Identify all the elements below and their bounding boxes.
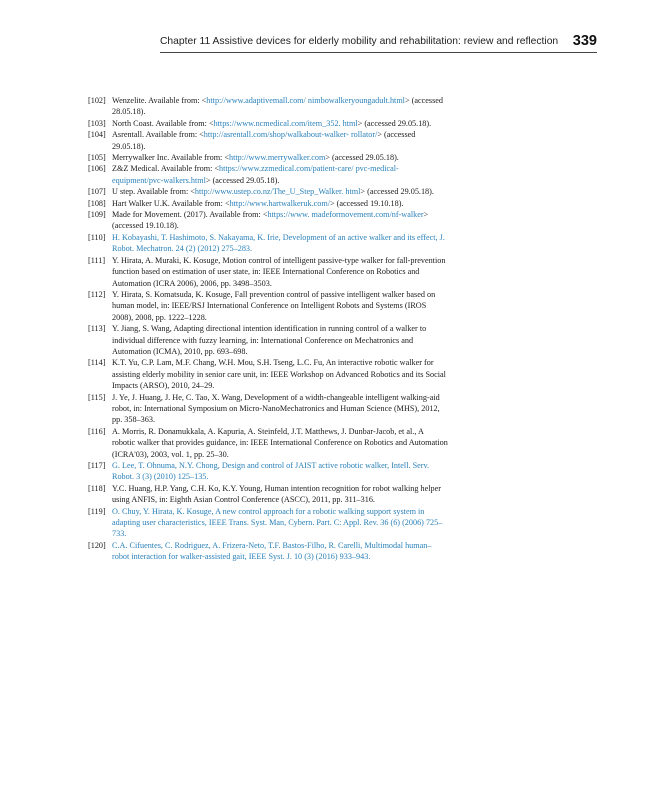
reference-number: [103] bbox=[88, 118, 106, 128]
reference-number: [109] bbox=[88, 210, 106, 220]
reference-item bbox=[88, 186, 448, 197]
reference-text[interactable]: C.A. Cifuentes, C. Rodriguez, A. Frizera-Neto, T.F. Bastos-Filho, R. Carelli, Multimodal human–robot interaction for walker-assisted gait, IEEE Syst. J. 10 (3) (2016) 933–943. bbox=[112, 540, 432, 562]
reference-item bbox=[88, 483, 448, 506]
reference-item bbox=[88, 426, 448, 460]
reference-text: > (accessed 28.05.18). bbox=[112, 96, 443, 117]
reference-number: [107] bbox=[88, 187, 106, 197]
reference-item bbox=[88, 95, 448, 118]
reference-text: J. Ye, J. Huang, J. He, C. Tao, X. Wang, Development of a width-changeable intelligent walking-aid robot, in: International Symposium on Micro-NanoMechatronics and Human Science (MHS), 2012, pp. 358–363. bbox=[112, 392, 440, 425]
reference-text: Y.C. Huang, H.P. Yang, C.H. Ko, K.Y. Young, Human intention recognition for robot walking helper using ANFIS, in: Eighth Asian Control Conference (ASCC), 2011, pp. 311–316. bbox=[112, 483, 442, 505]
reference-url-link[interactable]: http://asrentall.com/shop/walkabout-walker- rollator/ bbox=[203, 130, 378, 140]
reference-item bbox=[88, 198, 448, 209]
reference-item bbox=[88, 118, 448, 129]
reference-number: [114] bbox=[88, 358, 106, 368]
reference-list bbox=[88, 95, 448, 563]
running-header bbox=[160, 33, 597, 55]
reference-url-link[interactable]: http://www.adaptivemall.com/ nimbowalkeryoungadult.html bbox=[206, 96, 405, 105]
reference-item[interactable] bbox=[88, 540, 448, 563]
reference-number: [118] bbox=[88, 483, 106, 493]
reference-text[interactable]: G. Lee, T. Ohnuma, N.Y. Chong, Design and control of JAIST active robotic walker, Intell. Serv. Robot. 3 (3) (2010) 125–135. bbox=[112, 461, 430, 482]
reference-text: Y. Hirata, S. Komatsuda, K. Kosuge, Fall prevention control of passive intelligent walker based on human model, in: IEEE/RSJ International Conference on Intelligent Robots and Systems (IROS 2008), 2008, pp. 1222–1228. bbox=[112, 289, 436, 322]
reference-item bbox=[88, 323, 448, 357]
reference-number: [111] bbox=[88, 255, 106, 265]
reference-item bbox=[88, 357, 448, 391]
reference-item bbox=[88, 163, 448, 186]
reference-item bbox=[88, 392, 448, 426]
reference-text: Y. Jiang, S. Wang, Adapting directional intention identification in running control of a walker to individual difference with fuzzy learning, in: International Conference on Mechatronics and Automation (ICMA), 2010, pp. 693–698. bbox=[112, 324, 427, 356]
reference-item bbox=[88, 129, 448, 152]
reference-item[interactable] bbox=[88, 232, 448, 255]
reference-item bbox=[88, 255, 448, 289]
reference-text: > (accessed 19.10.18). bbox=[112, 210, 429, 231]
reference-item[interactable] bbox=[88, 506, 448, 540]
reference-text: Merrywalker Inc. Available from: < bbox=[112, 153, 229, 163]
reference-number: [112] bbox=[88, 289, 106, 299]
reference-url-link[interactable]: http://www.merrywalker.com bbox=[229, 153, 326, 163]
reference-number: [120] bbox=[88, 540, 106, 550]
chapter-title: Chapter 11 Assistive devices for elderly mobility and rehabilitation: review and reflection bbox=[160, 36, 559, 47]
reference-text: > (accessed 19.10.18). bbox=[330, 198, 404, 208]
reference-text: Asrentall. Available from: < bbox=[112, 130, 204, 140]
reference-url-link[interactable]: http://www.ustep.co.nz/The_U_Step_Walker. html bbox=[194, 187, 361, 197]
reference-text: Z&Z Medical. Available from: < bbox=[112, 164, 220, 174]
reference-text[interactable]: O. Chuy, Y. Hirata, K. Kosuge, A new control approach for a robotic walking support system in adapting user characteristics, IEEE Trans. Syst. Man, Cybern. Part. C: Appl. Rev. 36 (6) (2006) 725–733. bbox=[112, 506, 443, 539]
reference-item bbox=[88, 209, 448, 232]
reference-number: [105] bbox=[88, 153, 106, 163]
reference-text: U step. Available from: < bbox=[112, 187, 195, 197]
reference-number: [117] bbox=[88, 461, 106, 470]
reference-text: Wenzelite. Available from: < bbox=[112, 96, 207, 105]
header-rule bbox=[160, 52, 597, 53]
reference-url-link[interactable]: https://www.ncmedical.com/item_352. html bbox=[213, 118, 358, 128]
reference-url-link[interactable]: https://www.zzmedical.com/patient-care/ pvc-medical-equipment/pvc-walkers.html bbox=[112, 164, 399, 185]
reference-number: [102] bbox=[88, 96, 106, 105]
reference-text: > (accessed 29.05.18). bbox=[112, 130, 416, 151]
reference-url-link[interactable]: http://www.hartwalkeruk.com/ bbox=[229, 198, 330, 208]
reference-number: [108] bbox=[88, 198, 106, 208]
reference-number: [113] bbox=[88, 324, 106, 334]
reference-text: > (accessed 29.05.18). bbox=[325, 153, 399, 163]
reference-item bbox=[88, 289, 448, 323]
reference-text: Made for Movement. (2017). Available from: < bbox=[112, 210, 268, 220]
reference-text: K.T. Yu, C.P. Lam, M.F. Chang, W.H. Mou, S.H. Tseng, L.C. Fu, An interactive robotic walker for assisting elderly mobility in senior care unit, in: IEEE Workshop on Advanced Robotics and its Social Impacts (ARSO), 2010, 24–29. bbox=[112, 358, 446, 391]
reference-number: [116] bbox=[88, 426, 106, 436]
reference-item bbox=[88, 152, 448, 163]
reference-item[interactable] bbox=[88, 460, 448, 483]
reference-text: > (accessed 29.05.18). bbox=[357, 118, 432, 128]
reference-number: [115] bbox=[88, 392, 106, 402]
reference-url-link[interactable]: https://www. madeformovement.com/nf-walker bbox=[267, 210, 424, 220]
reference-text: > (accessed 29.05.18). bbox=[360, 187, 434, 197]
reference-number: [119] bbox=[88, 506, 106, 516]
reference-number: [106] bbox=[88, 164, 106, 174]
reference-number: [110] bbox=[88, 232, 106, 242]
reference-number: [104] bbox=[88, 130, 106, 140]
reference-text[interactable]: H. Kobayashi, T. Hashimoto, S. Nakayama, K. Irie, Development of an active walker and its effect, J. Robot. Mechatron. 24 (2) (2012) 275–283. bbox=[112, 232, 445, 254]
reference-text: A. Morris, R. Donamukkala, A. Kapuria, A. Steinfeld, J.T. Matthews, J. Dunbar-Jacob, et al., A robotic walker that provides guidance, in: IEEE International Conference on Robotics and Automation (ICRA'03), 2003, vol. 1, pp. 25–30. bbox=[112, 426, 448, 459]
reference-text: North Coast. Available from: < bbox=[112, 118, 214, 128]
reference-text: Hart Walker U.K. Available from: < bbox=[112, 198, 230, 208]
reference-text: Y. Hirata, A. Muraki, K. Kosuge, Motion control of intelligent passive-type walker for fall-prevention function based on estimation of user state, in: IEEE International Conference on Robotics and Automation (ICRA 2006), 2006, pp. 3498–3503. bbox=[112, 255, 446, 288]
reference-text: > (accessed 29.05.18). bbox=[205, 175, 280, 185]
page-number: 339 bbox=[572, 33, 597, 49]
